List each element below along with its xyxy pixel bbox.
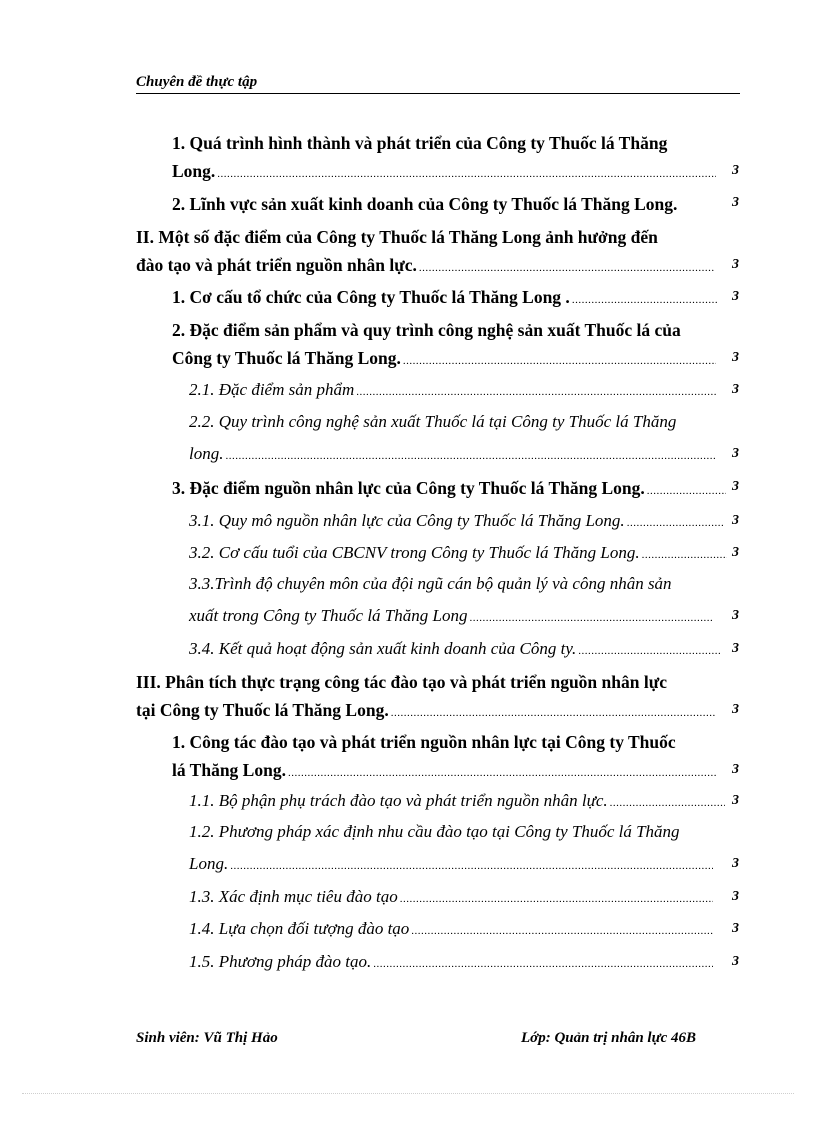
toc-entry[interactable] [189, 887, 739, 907]
toc-entry-text: tại Công ty Thuốc lá Thăng Long. [136, 700, 389, 720]
toc-leader [647, 485, 726, 497]
toc-leader [288, 767, 716, 779]
toc-page-number: 3 [732, 793, 739, 808]
toc-entry-text: đào tạo và phát triển nguồn nhân lực. [136, 255, 417, 275]
toc-page-number: 3 [732, 641, 739, 656]
toc-entry-text: 1.2. Phương pháp xác định nhu cầu đào tạo tại Công ty Thuốc lá Thăng [189, 822, 680, 841]
toc-page-number: 3 [732, 350, 739, 365]
toc-entry-text: Long. [189, 854, 229, 873]
toc-entry-text: 2.2. Quy trình công nghệ sản xuất Thuốc lá tại Công ty Thuốc lá Thăng [189, 412, 677, 431]
toc-entry-text: Long. [172, 161, 216, 181]
toc-entry-text: lá Thăng Long. [172, 760, 286, 780]
toc-page-number: 3 [732, 702, 739, 717]
toc-leader [373, 958, 713, 970]
toc-entry-text: 1. Công tác đào tạo và phát triển nguồn nhân lực tại Công ty Thuốc [172, 732, 676, 752]
header-title: Chuyên đề thực tập [136, 74, 258, 90]
toc-entry[interactable] [189, 511, 739, 531]
toc-entry[interactable] [189, 380, 739, 400]
toc-entry[interactable] [136, 227, 739, 276]
page-bottom-divider [22, 1093, 794, 1094]
toc-page-number: 3 [732, 921, 739, 936]
toc-entry-text: xuất trong Công ty Thuốc lá Thăng Long [189, 606, 468, 625]
toc-page-number: 3 [732, 289, 739, 304]
toc-page-number: 3 [732, 163, 739, 178]
toc-leader [403, 355, 716, 367]
footer-student [136, 1030, 278, 1047]
toc-page-number: 3 [732, 257, 739, 272]
toc-leader [578, 645, 721, 657]
toc-entry[interactable] [172, 133, 739, 182]
toc-entry[interactable] [172, 320, 739, 369]
toc-entry[interactable] [189, 412, 741, 464]
toc-entry[interactable] [189, 791, 739, 811]
toc-entry[interactable] [172, 194, 739, 215]
toc-entry-text: 2. Lĩnh vực sản xuất kinh doanh của Công ty Thuốc lá Thăng Long. [172, 194, 678, 214]
toc-entry-text: 2. Đặc điểm sản phẩm và quy trình công nghệ sản xuất Thuốc lá của [172, 320, 681, 340]
toc-entry[interactable] [136, 672, 739, 721]
toc-leader [572, 294, 718, 306]
toc-leader [411, 925, 713, 937]
toc-entry-text: long. [189, 444, 224, 463]
toc-leader [400, 893, 713, 905]
toc-entry-text: 1.5. Phương pháp đào tạo. [189, 952, 372, 971]
toc-entry-text: Công ty Thuốc lá Thăng Long. [172, 348, 401, 368]
toc-leader [469, 612, 713, 624]
toc-entry[interactable] [172, 732, 739, 781]
toc-entry-text: 1. Quá trình hình thành và phát triển của Công ty Thuốc lá Thăng [172, 133, 668, 153]
toc-leader [419, 262, 714, 274]
toc-leader [627, 517, 725, 529]
toc-entry-text: 3.2. Cơ cấu tuổi của CBCNV trong Công ty Thuốc lá Thăng Long. [189, 543, 640, 562]
toc-leader [391, 707, 716, 719]
footer-class [521, 1030, 696, 1047]
toc-page-number: 3 [732, 446, 739, 461]
toc-leader [642, 549, 727, 561]
toc-entry-text: 3. Đặc điểm nguồn nhân lực của Công ty Thuốc lá Thăng Long. [172, 478, 645, 498]
toc-entry[interactable] [172, 478, 739, 499]
class-name: Lớp: Quản trị nhân lực 46B [521, 1030, 696, 1046]
toc-entry[interactable] [189, 574, 739, 626]
toc-leader [217, 168, 716, 180]
toc-page-number: 3 [732, 513, 739, 528]
toc-page-number: 3 [732, 889, 739, 904]
toc-page-number: 3 [732, 545, 739, 560]
toc-entry-text: 1.4. Lựa chọn đối tượng đào tạo [189, 919, 410, 938]
toc-entry-text: 2.1. Đặc điểm sản phẩm [189, 380, 355, 399]
toc-page-number: 3 [732, 762, 739, 777]
student-name: Sinh viên: Vũ Thị Hảo [136, 1030, 278, 1046]
toc-entry-text: 3.4. Kết quả hoạt động sản xuất kinh doanh của Công ty. [189, 639, 577, 658]
toc-entry[interactable] [189, 543, 739, 563]
toc-leader [356, 386, 717, 398]
toc-entry-text: III. Phân tích thực trạng công tác đào tạo và phát triển nguồn nhân lực [136, 672, 667, 692]
toc-page-number: 3 [732, 382, 739, 397]
toc-entry[interactable] [172, 287, 739, 308]
toc-leader [610, 797, 725, 809]
toc-entry[interactable] [189, 952, 739, 972]
toc-entry-text: 1.1. Bộ phận phụ trách đào tạo và phát triển nguồn nhân lực. [189, 791, 608, 810]
toc-entry-text: II. Một số đặc điểm của Công ty Thuốc lá Thăng Long ảnh hưởng đến [136, 227, 658, 247]
toc-page-number: 3 [732, 195, 739, 210]
toc-page-number: 3 [732, 856, 739, 871]
toc-entry[interactable] [189, 639, 739, 659]
toc-page-number: 3 [732, 608, 739, 623]
toc-page-number: 3 [732, 954, 739, 969]
toc-entry-text: 1.3. Xác định mục tiêu đào tạo [189, 887, 398, 906]
toc-entry-text: 3.3.Trình độ chuyên môn của đội ngũ cán bộ quản lý và công nhân sản [189, 574, 672, 593]
toc-entry[interactable] [189, 919, 739, 939]
toc-leader [230, 860, 713, 872]
toc-entry-text: 1. Cơ cấu tổ chức của Công ty Thuốc lá Thăng Long . [172, 287, 570, 307]
toc-leader [225, 450, 715, 462]
toc-entry-text: 3.1. Quy mô nguồn nhân lực của Công ty Thuốc lá Thăng Long. [189, 511, 625, 530]
toc-page-number: 3 [732, 479, 739, 494]
toc-entry[interactable] [189, 822, 743, 874]
